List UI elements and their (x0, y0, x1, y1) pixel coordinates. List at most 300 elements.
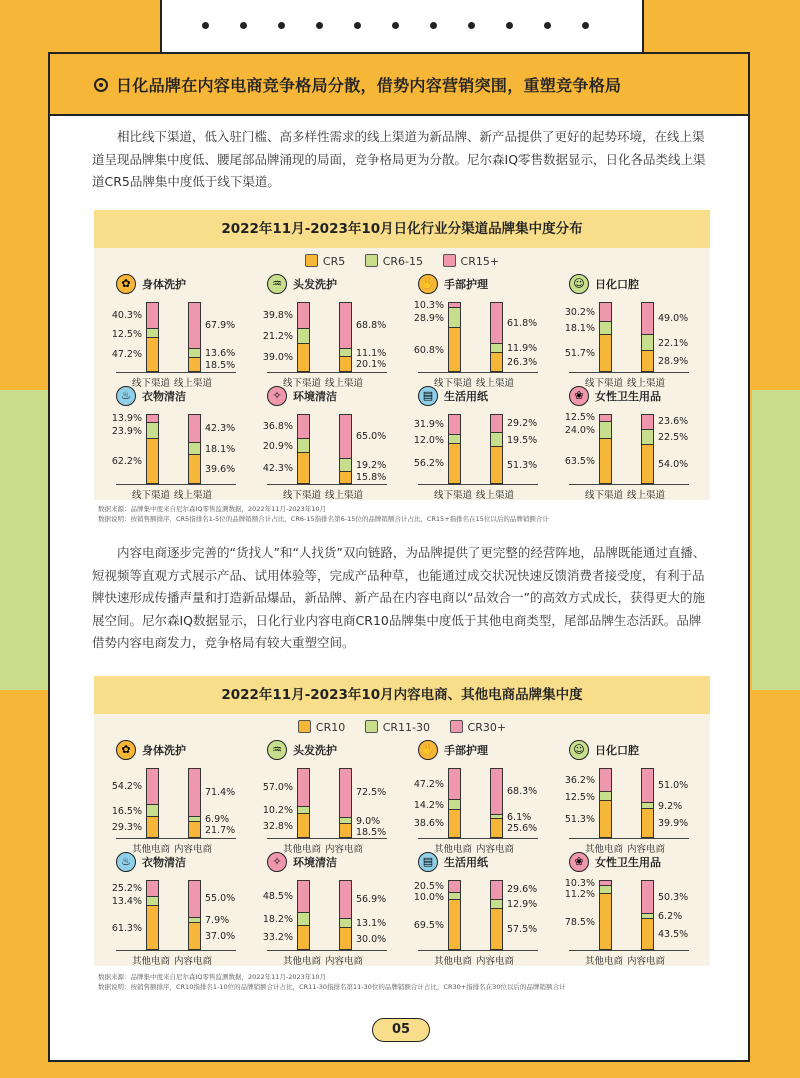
small-chart (259, 386, 409, 506)
data-label: 13.1% (356, 918, 387, 930)
data-label: 6.2% (658, 911, 683, 923)
data-label: 72.5% (356, 787, 387, 799)
chart-category-title: 生活用纸 (444, 390, 488, 403)
data-label: 10.3% (413, 299, 444, 311)
data-description-note: 数据说明：按销售额排序，CR10指排名1-10位的品牌销额合计占比，CR11-30指排名第11-30位的品牌销额合计占比，CR30+指排名在30位以后的品牌销额合计 (98, 983, 566, 991)
bar-segment (147, 423, 158, 440)
data-label: 18.5% (205, 359, 236, 371)
bar-segment (189, 880, 200, 918)
bar-segment (189, 302, 200, 349)
chart-category-title: 头发洗护 (293, 744, 337, 757)
bar-segment (147, 897, 158, 906)
chart-title: 2022年11月-2023年10月内容电商、其他电商品牌集中度 (94, 676, 710, 714)
binder-dot (430, 22, 437, 29)
chart-category-title: 身体洗护 (142, 744, 186, 757)
bar-segment (340, 919, 351, 928)
data-label: 63.5% (564, 455, 595, 467)
right-band-top (752, 0, 800, 90)
bar-segment (642, 809, 653, 837)
bar-segment (449, 893, 460, 900)
data-label: 48.5% (262, 890, 293, 902)
small-chart (561, 386, 711, 506)
data-label: 36.2% (564, 774, 595, 786)
x-tick-label: 其他电商 (434, 956, 473, 967)
data-label: 68.8% (356, 320, 387, 332)
data-label: 36.8% (262, 420, 293, 432)
stacked-bar (641, 414, 654, 484)
x-tick-label: 其他电商 (132, 844, 171, 855)
data-label: 18.1% (205, 443, 236, 455)
small-chart (561, 274, 711, 394)
x-tick-label: 线下渠道 (283, 378, 322, 389)
data-label: 54.0% (658, 459, 689, 471)
bar-segment (642, 351, 653, 371)
stacked-bar (297, 414, 310, 484)
stacked-bar (490, 880, 503, 950)
data-label: 9.0% (356, 815, 381, 827)
bar-segment (642, 768, 653, 803)
data-label: 28.9% (658, 355, 689, 367)
home-cleaning-icon: ✧ (267, 386, 287, 406)
bar-segment (449, 880, 460, 893)
stacked-bar (448, 302, 461, 372)
stacked-bar (339, 768, 352, 838)
data-label: 55.0% (205, 893, 236, 905)
x-tick-label: 其他电商 (132, 956, 171, 967)
binder-dot (506, 22, 513, 29)
data-label: 6.1% (507, 811, 532, 823)
data-label: 49.0% (658, 313, 689, 325)
data-label: 68.3% (507, 785, 538, 797)
hand-care-icon: ✋ (418, 274, 438, 294)
x-tick-label: 内容电商 (174, 844, 213, 855)
stacked-bar (641, 302, 654, 372)
data-label: 71.4% (205, 786, 236, 798)
bar-segment (298, 814, 309, 837)
data-label: 11.1% (356, 348, 387, 360)
bar-segment (642, 919, 653, 949)
target-icon (94, 78, 108, 92)
small-chart (108, 386, 258, 506)
data-label: 65.0% (356, 430, 387, 442)
data-label: 39.6% (205, 464, 236, 476)
section-header (50, 54, 748, 116)
data-label: 22.5% (658, 432, 689, 444)
bar-segment (449, 810, 460, 837)
bar-segment (189, 768, 200, 817)
bar-segment (340, 818, 351, 824)
data-label: 15.8% (356, 472, 387, 484)
chart-category-title: 环境清洁 (293, 856, 337, 869)
data-label: 20.9% (262, 441, 293, 453)
binder-dot (354, 22, 361, 29)
legend-label: CR5 (322, 255, 346, 268)
stacked-bar (146, 414, 159, 484)
x-tick-label: 线下渠道 (132, 378, 171, 389)
data-label: 67.9% (205, 319, 236, 331)
bar-segment (147, 906, 158, 949)
bar-segment (600, 894, 611, 949)
bar-segment (642, 880, 653, 914)
x-axis-line (418, 838, 538, 839)
bar-segment (642, 302, 653, 335)
data-label: 11.2% (564, 888, 595, 900)
bar-segment (491, 344, 502, 352)
feminine-care-icon: ❀ (569, 852, 589, 872)
stacked-bar (146, 768, 159, 838)
data-label: 50.3% (658, 891, 689, 903)
data-label: 57.5% (507, 923, 538, 935)
small-chart (108, 852, 258, 972)
data-label: 21.7% (205, 825, 236, 837)
chart-category-title: 身体洗护 (142, 278, 186, 291)
bar-segment (189, 358, 200, 371)
bar-segment (642, 414, 653, 430)
legend-item (365, 254, 423, 268)
data-label: 42.3% (262, 463, 293, 475)
chart-title: 2022年11月-2023年10月日化行业分渠道品牌集中度分布 (94, 210, 710, 248)
data-label: 43.5% (658, 928, 689, 940)
data-label: 23.9% (111, 426, 142, 438)
x-tick-label: 其他电商 (283, 956, 322, 967)
data-label: 22.1% (658, 338, 689, 350)
bar-segment (189, 817, 200, 822)
bar-segment (642, 914, 653, 918)
bar-segment (449, 800, 460, 810)
hair-care-icon: ♒ (267, 274, 287, 294)
bar-segment (189, 443, 200, 456)
x-axis-line (116, 950, 236, 951)
hair-care-icon: ♒ (267, 740, 287, 760)
data-label: 12.5% (111, 328, 142, 340)
data-label: 25.2% (111, 882, 142, 894)
bar-segment (491, 900, 502, 909)
chart-category-title: 日化口腔 (595, 278, 639, 291)
x-tick-label: 内容电商 (325, 956, 364, 967)
body-care-icon: ✿ (116, 274, 136, 294)
x-axis-line (267, 838, 387, 839)
chart-category-title: 女性卫生用品 (595, 856, 661, 869)
x-axis-line (267, 372, 387, 373)
data-label: 57.0% (262, 781, 293, 793)
data-label: 56.2% (413, 458, 444, 470)
x-tick-label: 内容电商 (627, 956, 666, 967)
bar-segment (449, 444, 460, 483)
stacked-bar (339, 414, 352, 484)
data-source-note: 数据来源：品牌集中度来自尼尔森IQ零售监测数据，2022年11月-2023年10月 (98, 505, 327, 513)
page-card (48, 52, 750, 1062)
stacked-bar (599, 768, 612, 838)
x-tick-label: 线下渠道 (132, 490, 171, 501)
x-tick-label: 其他电商 (585, 956, 624, 967)
bar-segment (298, 926, 309, 949)
data-label: 19.2% (356, 460, 387, 472)
data-label: 32.8% (262, 820, 293, 832)
x-tick-label: 线下渠道 (434, 490, 473, 501)
binder-dot (316, 22, 323, 29)
stacked-bar (448, 768, 461, 838)
x-tick-label: 线下渠道 (585, 490, 624, 501)
bar-segment (600, 335, 611, 371)
stacked-bar (448, 880, 461, 950)
x-tick-label: 内容电商 (627, 844, 666, 855)
binder-dot (202, 22, 209, 29)
binder-dot (582, 22, 589, 29)
data-label: 33.2% (262, 932, 293, 944)
legend-swatch (298, 720, 311, 733)
data-label: 39.0% (262, 352, 293, 364)
legend-label: CR6-15 (382, 255, 424, 268)
x-tick-label: 其他电商 (585, 844, 624, 855)
bar-segment (147, 880, 158, 897)
bar-segment (600, 880, 611, 886)
legend-swatch (443, 254, 456, 267)
chart-category-title: 头发洗护 (293, 278, 337, 291)
bar-segment (147, 805, 158, 817)
x-axis-line (267, 484, 387, 485)
bar-segment (340, 357, 351, 371)
data-label: 31.9% (413, 419, 444, 431)
bar-segment (189, 455, 200, 483)
bar-segment (491, 302, 502, 344)
legend-item (450, 720, 507, 734)
x-tick-label: 线上渠道 (325, 378, 364, 389)
body-paragraph: 内容电商逐步完善的“货找人”和“人找货”双向链路，为品牌提供了更完整的经营阵地，品牌既能通过直播、短视频等直观方式展示产品、试用体验等，完成产品种草，也能通过成交状况快速反馈消费者接受度，有利于品牌快速形成传播声量和打造新品爆品，新品牌、新产品在内容电商以“品效合一”的高效方式成长，获得更大的施展空间。尼尔森IQ数据显示，日化行业内容电商CR10品牌集中度低于其他电商类型，尾部品牌生态活跃。品牌借势内容电商发力，竞争格局有较大重塑空间。 (92, 545, 706, 650)
left-band-bottom (0, 690, 48, 1078)
bar-segment (340, 768, 351, 818)
bar-segment (491, 768, 502, 815)
bar-segment (600, 886, 611, 894)
small-chart (561, 740, 711, 860)
legend-item (443, 254, 500, 268)
bar-segment (600, 422, 611, 439)
bar-segment (147, 768, 158, 805)
data-label: 39.8% (262, 309, 293, 321)
data-label: 29.2% (507, 418, 538, 430)
chart-legend (94, 720, 710, 734)
stacked-bar (339, 302, 352, 372)
stacked-bar (339, 880, 352, 950)
x-axis-line (418, 372, 538, 373)
bar-segment (600, 322, 611, 335)
stacked-bar (146, 880, 159, 950)
bar-segment (298, 302, 309, 329)
bar-segment (449, 308, 460, 328)
bar-segment (147, 817, 158, 838)
stacked-bar (641, 768, 654, 838)
data-label: 38.6% (413, 818, 444, 830)
bar-segment (600, 801, 611, 837)
data-label: 14.2% (413, 800, 444, 811)
small-chart (410, 852, 560, 972)
stacked-bar (188, 414, 201, 484)
chart-legend (94, 254, 710, 268)
stacked-bar (490, 302, 503, 372)
x-axis-line (418, 484, 538, 485)
left-band-orange (0, 90, 48, 390)
x-tick-label: 线上渠道 (174, 378, 213, 389)
x-axis-line (267, 950, 387, 951)
bar-segment (491, 447, 502, 483)
legend-swatch (365, 254, 378, 267)
small-chart (259, 274, 409, 394)
bar-segment (491, 819, 502, 837)
legend-swatch (305, 254, 318, 267)
data-note (98, 504, 549, 524)
x-tick-label: 内容电商 (325, 844, 364, 855)
x-tick-label: 内容电商 (476, 956, 515, 967)
x-axis-line (116, 372, 236, 373)
chart-category-title: 女性卫生用品 (595, 390, 661, 403)
laundry-icon: ♨ (116, 386, 136, 406)
legend-swatch (365, 720, 378, 733)
data-label: 51.7% (564, 347, 595, 359)
bar-segment (491, 815, 502, 819)
x-tick-label: 线上渠道 (476, 378, 515, 389)
bar-segment (298, 439, 309, 454)
x-axis-line (569, 372, 689, 373)
legend-item (365, 720, 430, 734)
chart-category-title: 手部护理 (444, 744, 488, 757)
data-label: 10.0% (413, 892, 444, 904)
legend-item (298, 720, 345, 734)
x-axis-line (569, 950, 689, 951)
data-label: 20.5% (413, 881, 444, 893)
left-band-green (0, 390, 48, 690)
data-label: 11.9% (507, 343, 538, 355)
bar-segment (340, 349, 351, 357)
bar-segment (340, 414, 351, 459)
stacked-bar (188, 880, 201, 950)
data-label: 7.9% (205, 915, 230, 927)
data-label: 78.5% (564, 916, 595, 928)
section-title: 日化品牌在内容电商竞争格局分散，借势内容营销突围，重塑竞争格局 (116, 76, 622, 95)
stacked-bar (146, 302, 159, 372)
stacked-bar (599, 302, 612, 372)
bar-segment (189, 918, 200, 924)
data-label: 51.3% (564, 814, 595, 826)
x-tick-label: 内容电商 (174, 956, 213, 967)
x-tick-label: 线下渠道 (283, 490, 322, 501)
data-label: 47.2% (413, 778, 444, 790)
bar-segment (189, 923, 200, 949)
chart-category-title: 手部护理 (444, 278, 488, 291)
bar-segment (491, 880, 502, 900)
stacked-bar (297, 302, 310, 372)
data-label: 51.3% (507, 460, 538, 472)
bar-segment (147, 414, 158, 423)
data-label: 24.0% (564, 425, 595, 437)
bar-segment (298, 880, 309, 913)
bar-segment (340, 824, 351, 837)
x-tick-label: 线下渠道 (434, 378, 473, 389)
bar-segment (189, 349, 200, 359)
left-band-top (0, 0, 48, 90)
bar-segment (600, 768, 611, 792)
data-label: 62.2% (111, 456, 142, 468)
bar-segment (189, 414, 200, 443)
chart-category-title: 衣物清洁 (142, 856, 186, 869)
binder-dot (278, 22, 285, 29)
bar-segment (340, 302, 351, 349)
bar-segment (340, 472, 351, 483)
stacked-bar (490, 768, 503, 838)
legend-swatch (450, 720, 463, 733)
bar-segment (147, 439, 158, 483)
data-label: 13.4% (111, 896, 142, 908)
data-label: 10.2% (262, 805, 293, 817)
binder-tab (160, 0, 644, 58)
data-label: 12.5% (564, 791, 595, 803)
binder-dot (240, 22, 247, 29)
data-label: 13.6% (205, 348, 236, 360)
chart-category-title: 日化口腔 (595, 744, 639, 757)
data-label: 19.5% (507, 435, 538, 447)
data-label: 61.3% (111, 922, 142, 934)
data-label: 37.0% (205, 931, 236, 943)
x-tick-label: 其他电商 (434, 844, 473, 855)
laundry-icon: ♨ (116, 852, 136, 872)
stacked-bar (188, 302, 201, 372)
legend-label: CR30+ (467, 721, 507, 734)
body-care-icon: ✿ (116, 740, 136, 760)
bar-segment (491, 414, 502, 433)
data-label: 16.5% (111, 805, 142, 817)
home-cleaning-icon: ✧ (267, 852, 287, 872)
data-label: 12.5% (564, 412, 595, 424)
bar-segment (298, 329, 309, 344)
binder-dot (544, 22, 551, 29)
bar-segment (600, 414, 611, 422)
tissue-icon: ▤ (418, 386, 438, 406)
small-chart (259, 852, 409, 972)
bar-segment (600, 439, 611, 483)
stacked-bar (599, 880, 612, 950)
bar-segment (449, 328, 460, 371)
binder-dot (392, 22, 399, 29)
page-number: 05 (372, 1018, 430, 1042)
stacked-bar (490, 414, 503, 484)
x-tick-label: 线上渠道 (325, 490, 364, 501)
small-chart (410, 386, 560, 506)
data-label: 61.8% (507, 317, 538, 329)
data-label: 10.3% (564, 877, 595, 889)
chart-category-title: 衣物清洁 (142, 390, 186, 403)
bar-segment (600, 792, 611, 801)
x-axis-line (569, 484, 689, 485)
data-label: 69.5% (413, 919, 444, 931)
legend-item (305, 254, 345, 268)
bar-segment (449, 900, 460, 949)
data-label: 26.3% (507, 356, 538, 368)
data-label: 18.5% (356, 826, 387, 838)
bar-segment (491, 353, 502, 371)
bar-segment (147, 329, 158, 338)
tissue-icon: ▤ (418, 852, 438, 872)
data-label: 6.9% (205, 814, 230, 826)
small-chart (561, 852, 711, 972)
x-axis-line (569, 838, 689, 839)
data-label: 18.1% (564, 323, 595, 335)
legend-label: CR10 (315, 721, 346, 734)
data-label: 25.6% (507, 823, 538, 835)
small-chart (410, 274, 560, 394)
data-label: 42.3% (205, 422, 236, 434)
data-label: 56.9% (356, 893, 387, 905)
small-chart (108, 740, 258, 860)
x-axis-line (116, 484, 236, 485)
bar-segment (298, 913, 309, 926)
